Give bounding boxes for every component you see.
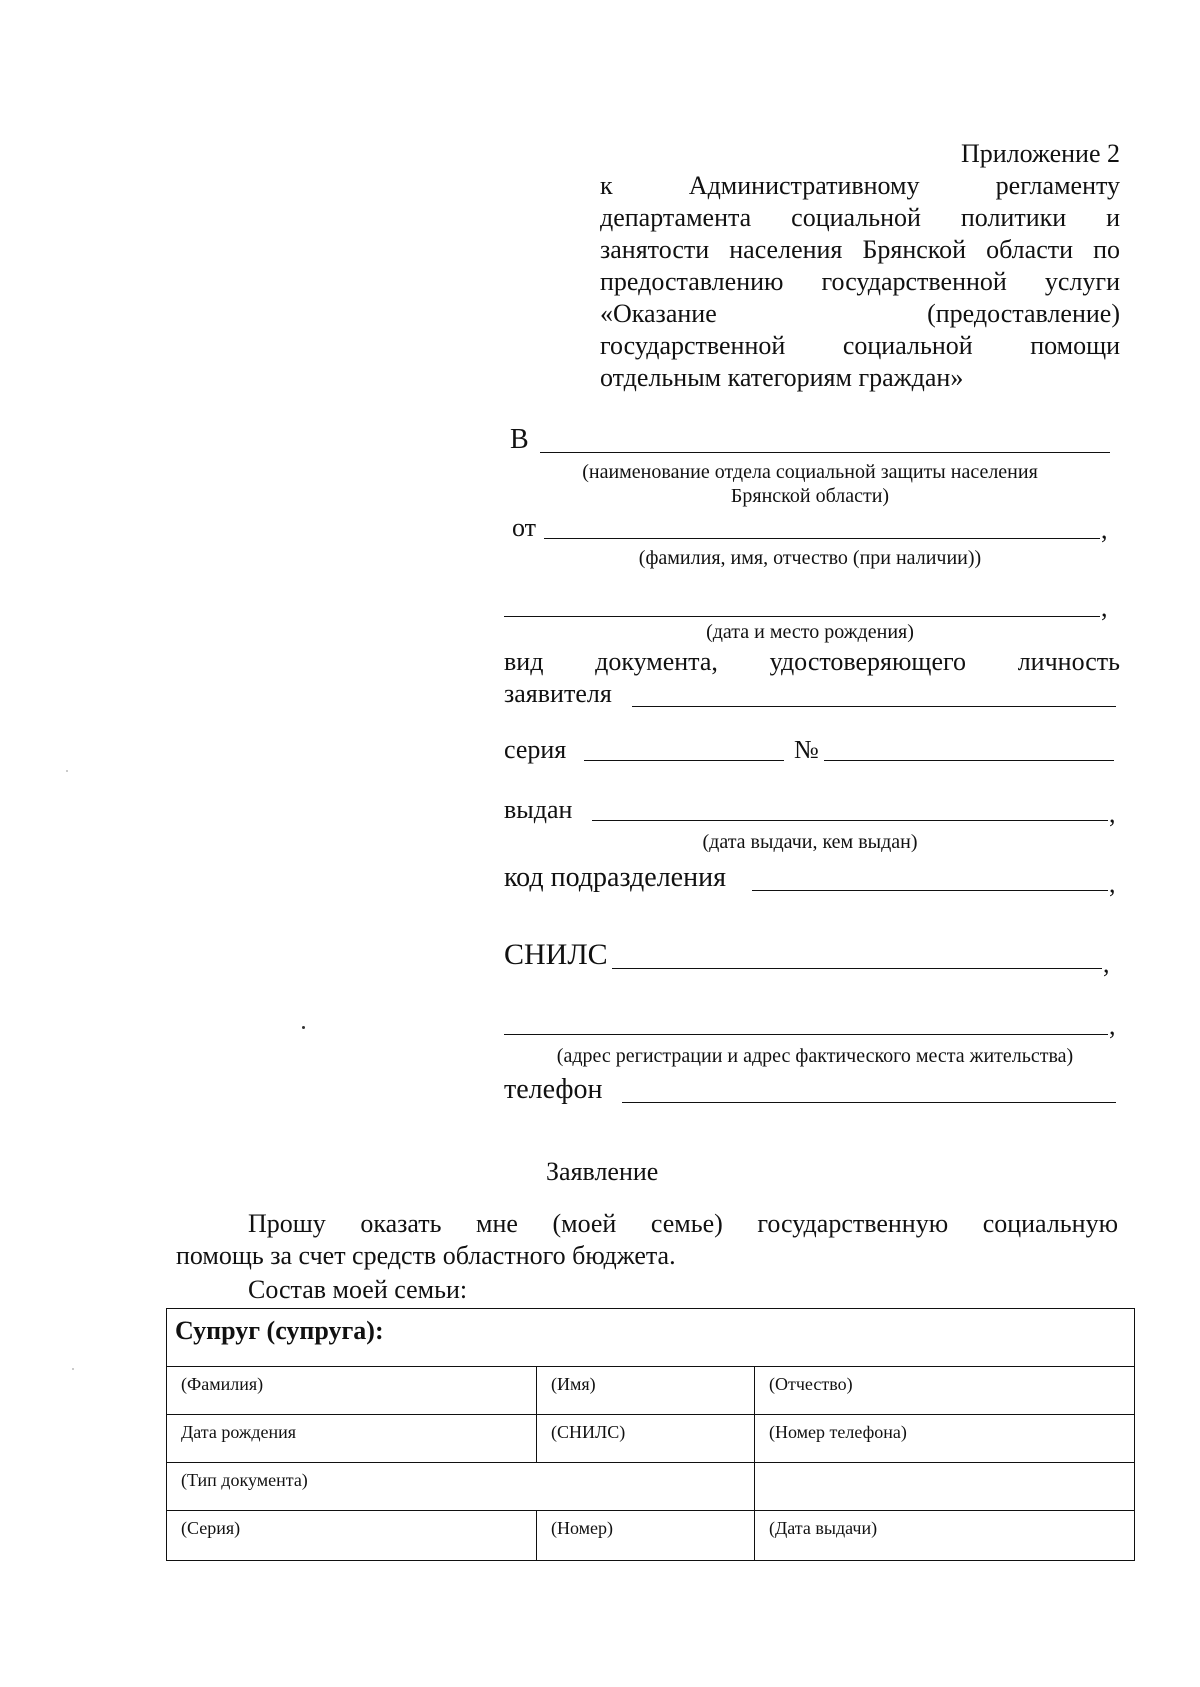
- from-label: от: [512, 513, 537, 542]
- to-field-line[interactable]: [540, 452, 1110, 453]
- annex-line-4: предоставлению государственной услуги: [600, 267, 1120, 296]
- series-label: серия: [504, 735, 567, 764]
- annex-line-6: государственной социальной помощи: [600, 331, 1120, 360]
- scan-speck: [72, 1368, 74, 1370]
- series-cell[interactable]: (Серия): [167, 1511, 537, 1561]
- name-cell[interactable]: (Имя): [537, 1367, 755, 1415]
- doc-label-line-2: заявителя: [504, 679, 612, 708]
- division-comma: ,: [1109, 869, 1116, 898]
- patronymic-cell[interactable]: (Отчество): [755, 1367, 1135, 1415]
- from-caption: (фамилия, имя, отчество (при наличии)): [638, 547, 982, 569]
- series-field-line[interactable]: [584, 760, 784, 761]
- snils-field-line[interactable]: [612, 968, 1102, 969]
- address-caption: (адрес регистрации и адрес фактического места жительства): [556, 1045, 1074, 1067]
- table-row: [167, 1415, 1135, 1463]
- annex-title: Приложение 2: [960, 139, 1120, 168]
- issue-date-cell[interactable]: (Дата выдачи): [755, 1511, 1135, 1561]
- annex-line-5: «Оказание (предоставление): [600, 299, 1120, 328]
- birth-comma: ,: [1101, 593, 1108, 622]
- annex-line-7: отдельным категориям граждан»: [600, 363, 964, 392]
- phone-label: телефон: [504, 1074, 603, 1105]
- table-row: [167, 1367, 1135, 1415]
- statement-para-line-2: помощь за счет средств областного бюджета.: [176, 1241, 676, 1270]
- scan-speck: [302, 1026, 305, 1029]
- to-caption-1: (наименование отдела социальной защиты населения: [582, 461, 1038, 483]
- doc-field-line[interactable]: [632, 706, 1116, 707]
- surname-cell[interactable]: (Фамилия): [167, 1367, 537, 1415]
- division-label: код подразделения: [504, 862, 726, 893]
- number-field-line[interactable]: [824, 760, 1114, 761]
- doc-label-line-1: вид документа, удостоверяющего личность: [504, 647, 1120, 676]
- statement-title: Заявление: [546, 1157, 659, 1186]
- from-field-line[interactable]: [544, 538, 1100, 539]
- spouse-heading: Супруг (супруга):: [167, 1309, 1135, 1367]
- table-row: [167, 1511, 1135, 1561]
- division-field-line[interactable]: [752, 890, 1108, 891]
- statement-para-line-1: Прошу оказать мне (моей семье) государственную социальную: [248, 1209, 1118, 1238]
- annex-line-2: департамента социальной политики и: [600, 203, 1120, 232]
- annex-line-3: занятости населения Брянской области по: [600, 235, 1120, 264]
- phone-number-cell[interactable]: (Номер телефона): [755, 1415, 1135, 1463]
- scan-speck: [66, 770, 68, 772]
- issued-comma: ,: [1109, 799, 1116, 828]
- to-caption-2: Брянской области): [730, 485, 890, 507]
- annex-line-1: к Административному регламенту: [600, 171, 1120, 200]
- snils-comma: ,: [1103, 949, 1110, 978]
- snils-cell[interactable]: (СНИЛС): [537, 1415, 755, 1463]
- to-label: В: [510, 424, 529, 455]
- document-type-cell[interactable]: (Тип документа): [167, 1463, 755, 1511]
- issued-label: выдан: [504, 795, 573, 824]
- family-label: Состав моей семьи:: [248, 1275, 468, 1304]
- birth-date-cell[interactable]: Дата рождения: [167, 1415, 537, 1463]
- family-table: [166, 1308, 1135, 1561]
- address-comma: ,: [1109, 1011, 1116, 1040]
- document-type-value-cell[interactable]: [755, 1463, 1135, 1511]
- number-label: №: [794, 735, 819, 764]
- issued-field-line[interactable]: [592, 820, 1108, 821]
- snils-label: СНИЛС: [504, 938, 608, 971]
- birth-caption: (дата и место рождения): [706, 621, 914, 643]
- from-comma: ,: [1101, 515, 1108, 544]
- phone-field-line[interactable]: [622, 1102, 1116, 1103]
- birth-field-line[interactable]: [504, 616, 1100, 617]
- doc-number-cell[interactable]: (Номер): [537, 1511, 755, 1561]
- address-field-line[interactable]: [504, 1034, 1108, 1035]
- table-row: [167, 1463, 1135, 1511]
- issued-caption: (дата выдачи, кем выдан): [702, 831, 918, 853]
